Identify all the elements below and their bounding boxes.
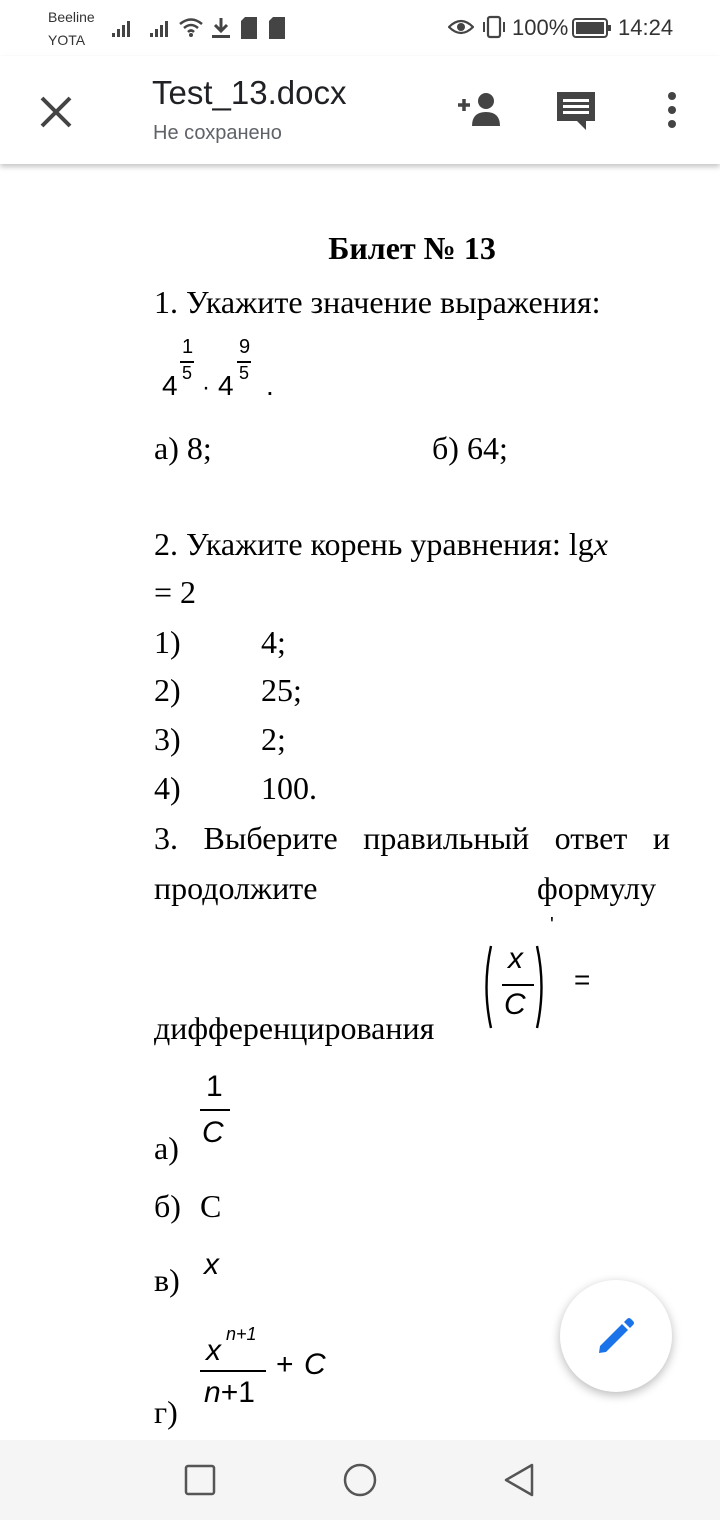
clock: 14:24 <box>618 15 674 40</box>
document-title: Test_13.docx <box>152 74 347 111</box>
carrier-2: YOTA <box>48 32 86 48</box>
question-1-option-a: а) 8; <box>154 430 212 466</box>
q2-option-2-value: 25; <box>261 672 302 708</box>
vibrate-icon <box>480 14 508 40</box>
back-triangle-icon[interactable] <box>502 1462 536 1498</box>
question-3-line-3: дифференцирования <box>154 1010 435 1046</box>
eye-comfort-icon <box>448 16 474 38</box>
question-2-label: 2. Укажите корень уравнения: lg <box>154 526 594 562</box>
signal-icon <box>112 18 136 38</box>
q2-option-2-num: 2) <box>154 672 181 708</box>
battery-icon <box>572 17 612 39</box>
q2-option-4-value: 100. <box>261 770 317 806</box>
question-3-line-2-left: продолжите <box>154 870 318 906</box>
home-circle-icon[interactable] <box>342 1462 378 1498</box>
question-2-text <box>154 526 608 563</box>
question-1-expression <box>160 336 290 416</box>
q3-option-b-label: б) <box>154 1188 181 1224</box>
edit-fab-button[interactable] <box>560 1280 672 1392</box>
formula-fraction-bar <box>502 984 534 986</box>
multiply-dot: · <box>202 374 210 401</box>
expr-base-1: 4 <box>162 370 178 401</box>
exp2-numerator: 9 <box>239 336 251 358</box>
q3-option-a-numerator: 1 <box>206 1070 223 1103</box>
question-1-text: 1. Укажите значение выражения: <box>154 284 601 320</box>
signal-icon-2 <box>150 18 174 38</box>
question-2-variable: x <box>593 526 608 562</box>
carrier-names <box>48 8 95 50</box>
q2-option-3-value: 2; <box>261 721 286 757</box>
q3-option-g-num-exponent: n+1 <box>226 1324 257 1344</box>
q3-option-g-fraction-bar <box>200 1370 266 1372</box>
expr-base-2: 4 <box>218 370 234 401</box>
q3-option-a-denominator: C <box>202 1116 224 1149</box>
q3-option-v-value: x <box>204 1248 219 1281</box>
left-paren <box>480 944 494 1030</box>
download-icon <box>210 16 232 40</box>
derivative-formula <box>480 914 600 1034</box>
question-1-option-b: б) 64; <box>432 430 508 466</box>
q2-option-4-num: 4) <box>154 770 181 806</box>
formula-equals: = <box>574 964 591 995</box>
q3-option-g-denominator <box>204 1376 255 1410</box>
status-bar <box>0 0 720 56</box>
q3-option-g-den-rest: +1 <box>220 1376 255 1409</box>
save-status: Не сохранено <box>153 122 282 144</box>
exp2-denominator: 5 <box>239 363 250 383</box>
q3-option-g-constant: C <box>304 1348 326 1381</box>
q3-option-v-label: в) <box>154 1262 180 1298</box>
formula-numerator: x <box>508 942 523 975</box>
q3-option-a-fraction-bar <box>200 1109 230 1111</box>
q3-option-a-label: а) <box>154 1130 179 1166</box>
q3-option-g-num-base: x <box>206 1334 221 1367</box>
battery-percent: 100% <box>512 15 569 40</box>
question-3-line-1: 3. Выберите правильный ответ и <box>154 820 670 856</box>
app-bar <box>0 56 720 164</box>
comments-icon[interactable] <box>555 90 597 132</box>
q3-option-g-den-n: n <box>204 1376 221 1409</box>
wifi-icon <box>178 16 204 38</box>
sd-card-icon <box>240 16 258 40</box>
exp1-numerator: 1 <box>182 336 194 358</box>
sim-card-icon <box>268 16 286 40</box>
exp1-denominator: 5 <box>182 363 193 383</box>
recents-square-icon[interactable] <box>184 1464 216 1496</box>
q2-option-3-num: 3) <box>154 721 181 757</box>
q3-option-g-label: г) <box>154 1394 178 1430</box>
expression-period: . <box>266 370 274 401</box>
close-icon[interactable] <box>38 94 74 130</box>
q2-option-1-value: 4; <box>261 624 286 660</box>
navigation-bar <box>0 1440 720 1520</box>
carrier-1: Beeline <box>48 9 95 25</box>
q3-option-g-plus: + <box>276 1348 294 1381</box>
more-options-icon[interactable] <box>664 92 680 128</box>
formula-denominator: C <box>504 988 526 1021</box>
question-2-continuation: = 2 <box>154 574 197 610</box>
right-paren <box>534 944 548 1030</box>
document-page <box>0 164 720 1440</box>
q2-option-1-num: 1) <box>154 624 181 660</box>
formula-prime: ' <box>550 914 554 936</box>
pencil-icon <box>596 1316 636 1356</box>
question-3-line-2-right: формулу <box>537 870 657 906</box>
share-add-person-icon[interactable] <box>456 92 504 128</box>
ticket-heading: Билет № 13 <box>328 230 496 266</box>
q3-option-b-value: C <box>200 1188 222 1224</box>
